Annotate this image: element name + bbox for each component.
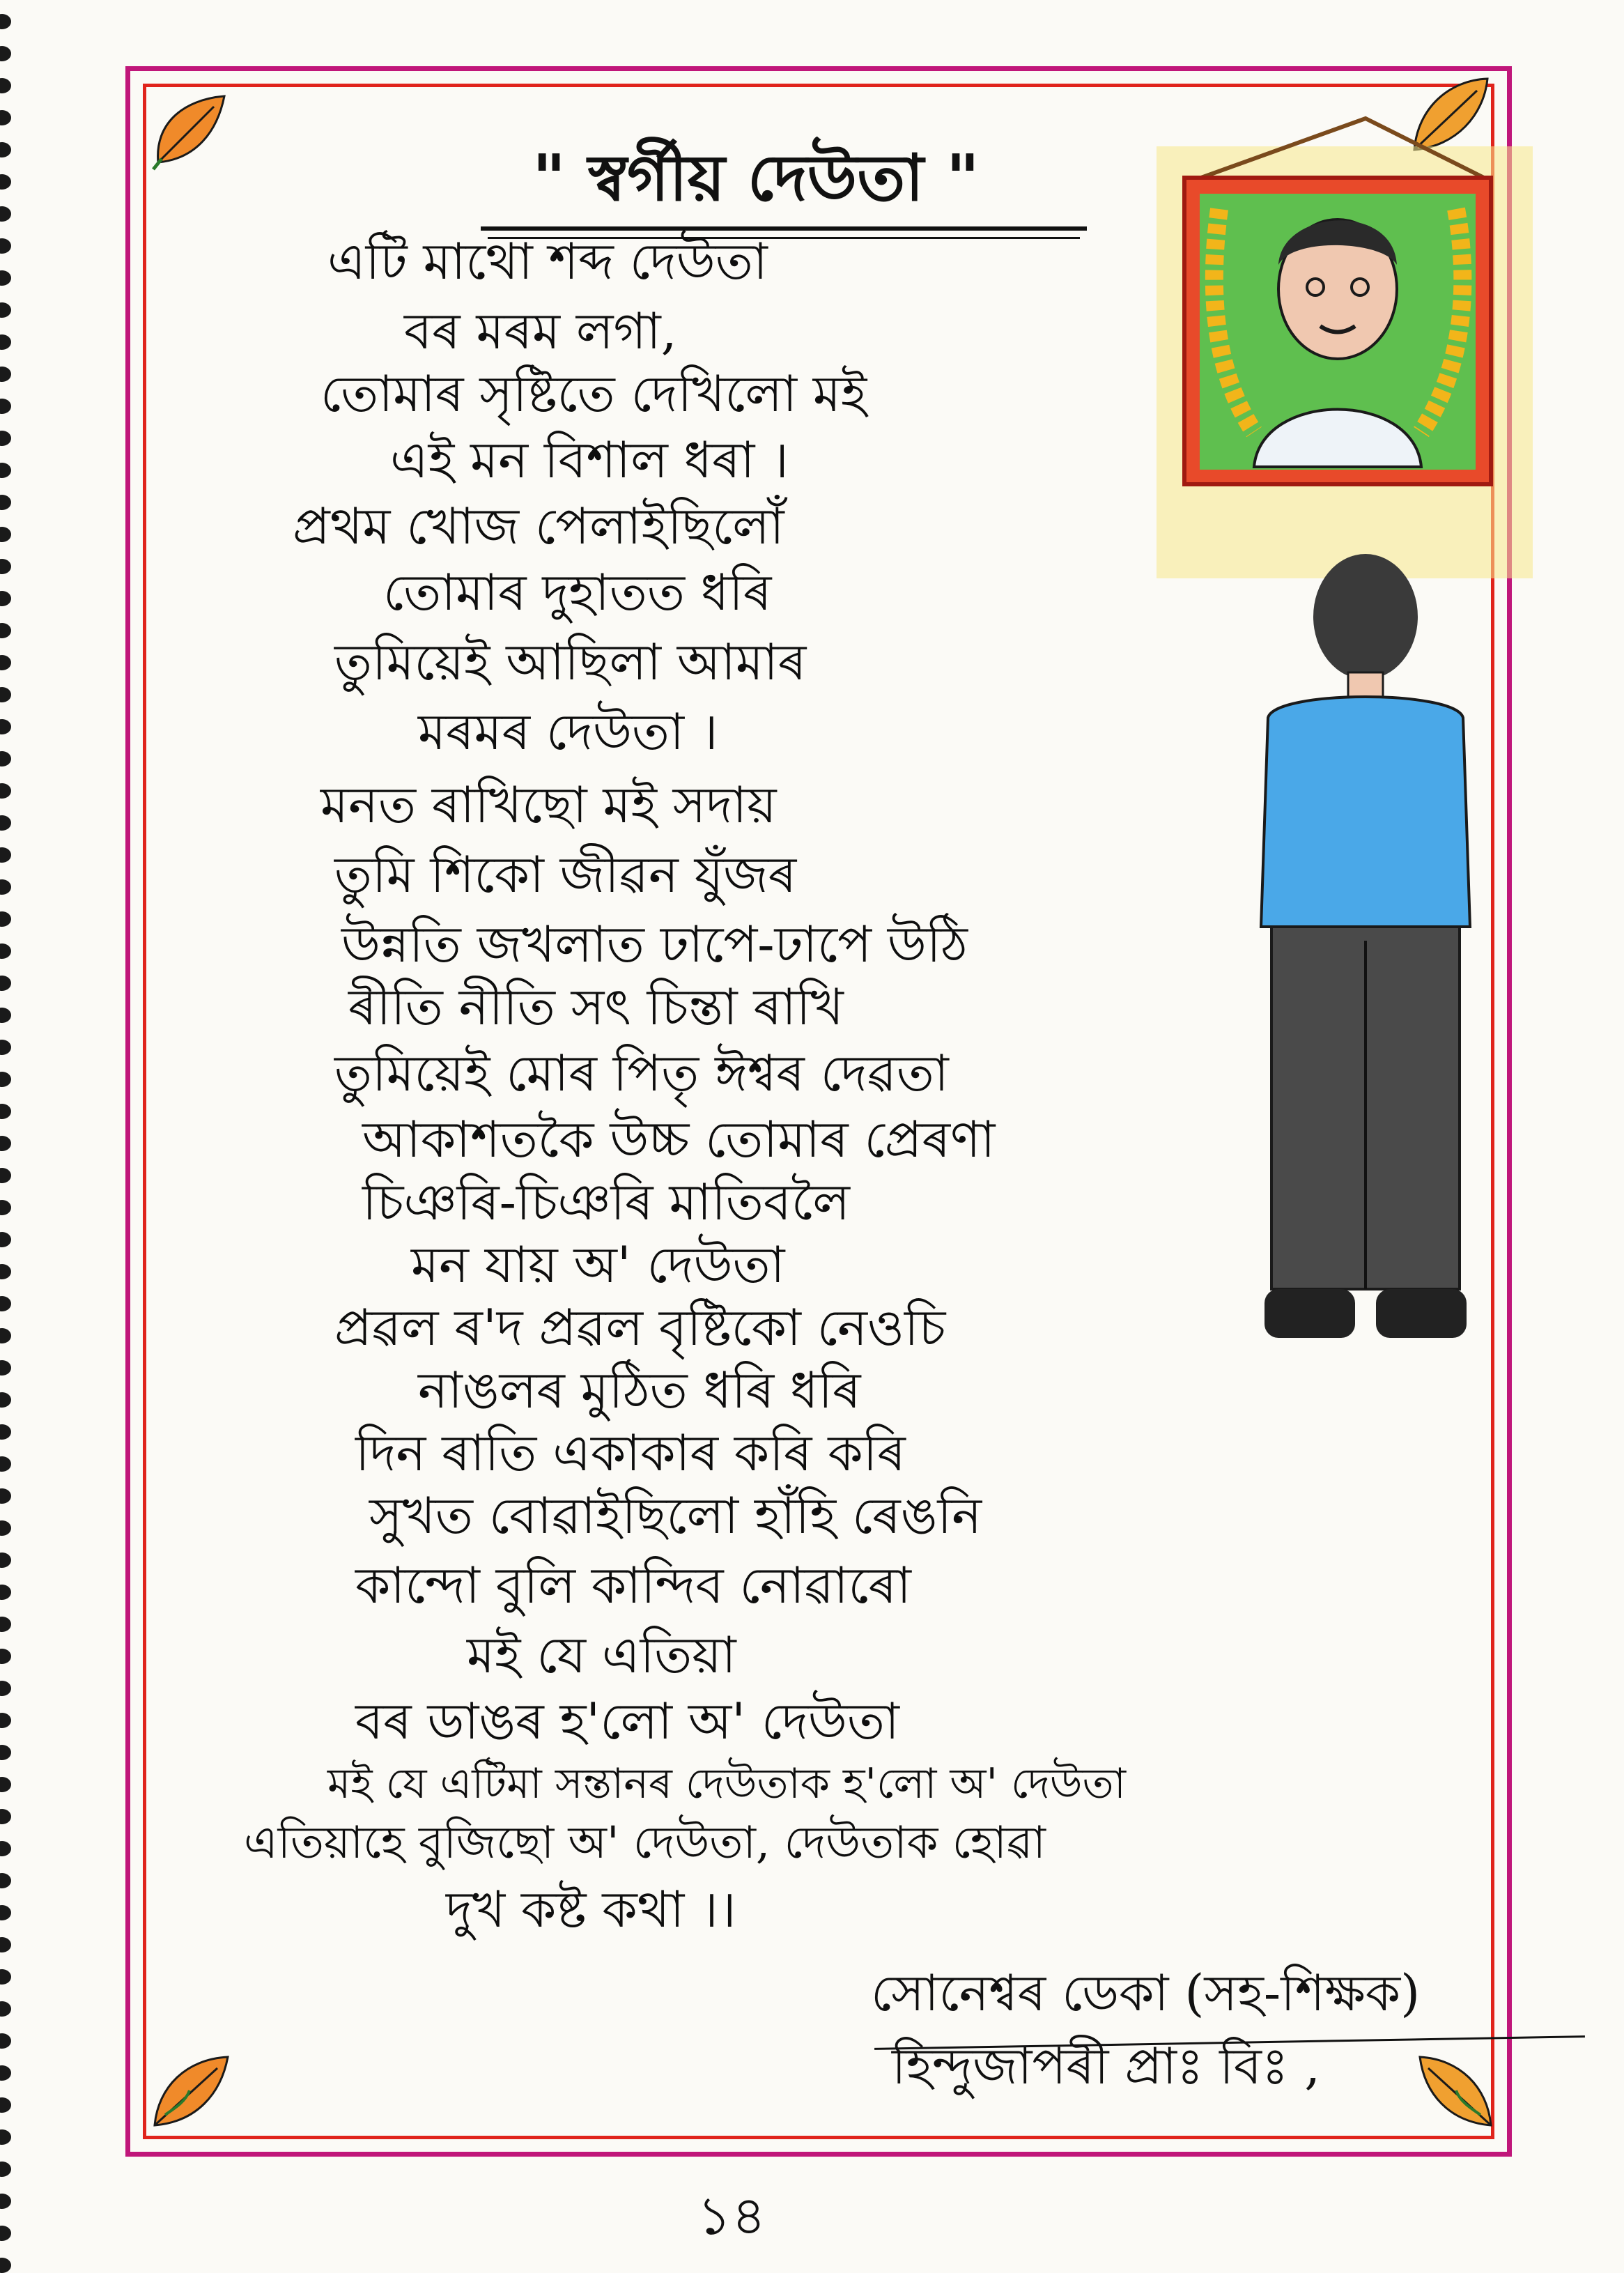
poem-line: মন যায় অ' দেউতা [411,1235,785,1294]
poem-title: " স্বৰ্গীয় দেউতা " [532,140,980,215]
poem-line: উন্নতি জখলাত ঢাপে-ঢাপে উঠি [341,915,968,973]
poem-line: তোমাৰ দুহাতত ধৰি [383,563,772,622]
author-name: সোনেশ্বৰ ডেকা (সহ-শিক্ষক) [871,1964,1421,2022]
poem-line: মৰমৰ দেউতা । [418,702,718,761]
poem-line: এটি মাথো শব্দ দেউতা [327,232,768,291]
poem-line: মই যে এটিমা সন্তানৰ দেউতাক হ'লো অ' দেউতা [327,1759,1127,1808]
poem-line: চিঞৰি-চিঞৰি মাতিবলৈ [362,1173,850,1231]
poem-line: প্ৰৱল ৰ'দ প্ৰৱল বৃষ্টিকো নেওচি [334,1298,946,1357]
poem-line: তোমাৰ সৃষ্টিতে দেখিলো মই [320,364,867,423]
poem-line: প্ৰথম খোজ পেলাইছিলোঁ [293,497,784,555]
poem-line: বৰ মৰম লগা, [404,302,677,360]
poem-line: বৰ ডাঙৰ হ'লো অ' দেউতা [355,1692,899,1750]
poem-line: নাঙলৰ মুঠিত ধৰি ধৰি [418,1361,861,1419]
poem-line: তুমি শিকো জীৱন যুঁজৰ [334,845,797,904]
poem-line: দুখ কষ্ট কথা ।। [446,1880,736,1939]
poem-line: এতিয়াহে বুজিছো অ' দেউতা, দেউতাক হোৱা [244,1817,1046,1869]
school-name: হিন্দুজাপৰী প্ৰাঃ বিঃ , [892,2037,1321,2095]
poem-line: তুমিয়েই আছিলা আমাৰ [334,633,807,691]
poem-line: সুখত বোৱাইছিলো হাঁহি ৰেঙনি [369,1486,982,1545]
poem-line: মই যে এতিয়া [467,1626,736,1684]
page-number: ১৪ [697,2185,766,2247]
poem-line: আকাশতকৈ উচ্চ তোমাৰ প্ৰেৰণা [362,1110,996,1169]
poem-line: মনত ৰাখিছো মই সদায় [320,776,777,834]
poem-line: তুমিয়েই মোৰ পিতৃ ঈশ্বৰ দেৱতা [334,1044,949,1102]
poem-line: ৰীতি নীতি সৎ চিন্তা ৰাখি [348,978,844,1036]
poem-line: কান্দো বুলি কান্দিব নোৱাৰো [355,1556,911,1615]
poem-line: এই মন বিশাল ধৰা । [390,431,789,489]
poem-line: দিন ৰাতি একাকাৰ কৰি কৰি [355,1424,906,1482]
